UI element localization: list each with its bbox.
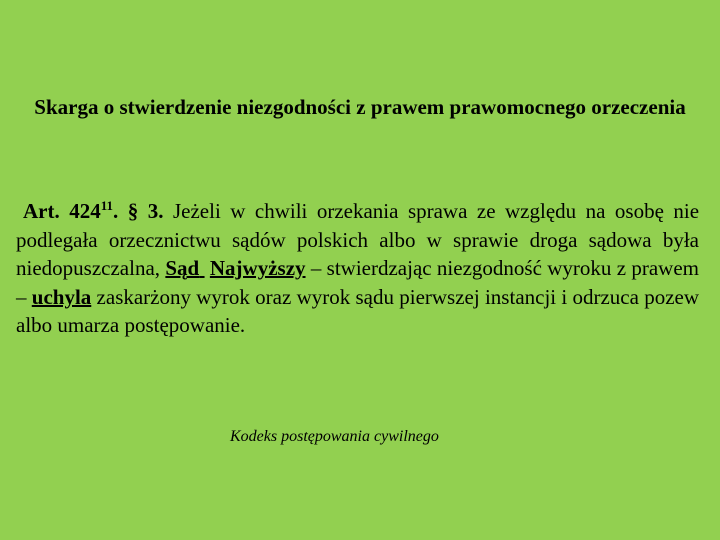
verb-uchyla: uchyla [31, 284, 92, 309]
court-name-najwyzszy: Najwyższy [209, 256, 306, 280]
article-dot: . [113, 199, 119, 223]
source-citation: Kodeks postępowania cywilnego [230, 428, 439, 445]
article-text [16, 197, 699, 340]
article-superscript: 11 [100, 198, 114, 213]
slide-title: Skarga o stwierdzenie niezgodności z prawem prawomocnego orzeczenia [34, 95, 686, 119]
court-name-sad: Sąd [165, 256, 200, 280]
article-text-part2: – stwierdzając niezgodność wyroku z prawem – [16, 256, 699, 309]
article-text-part3: zaskarżony wyrok oraz wyrok sądu pierwszej instancji i odrzuca pozew albo umarza postępowanie. [16, 284, 700, 337]
article-text-part1: Jeżeli w chwili orzekania sprawa ze względu na osobę nie podlegała orzecznictwu sądów polskich albo w sprawie droga sądowa była niedopuszczalna, [16, 199, 700, 280]
article-label: Art. 424 [23, 199, 101, 223]
paragraph-label: § 3. [127, 199, 164, 223]
article-number [23, 199, 118, 223]
